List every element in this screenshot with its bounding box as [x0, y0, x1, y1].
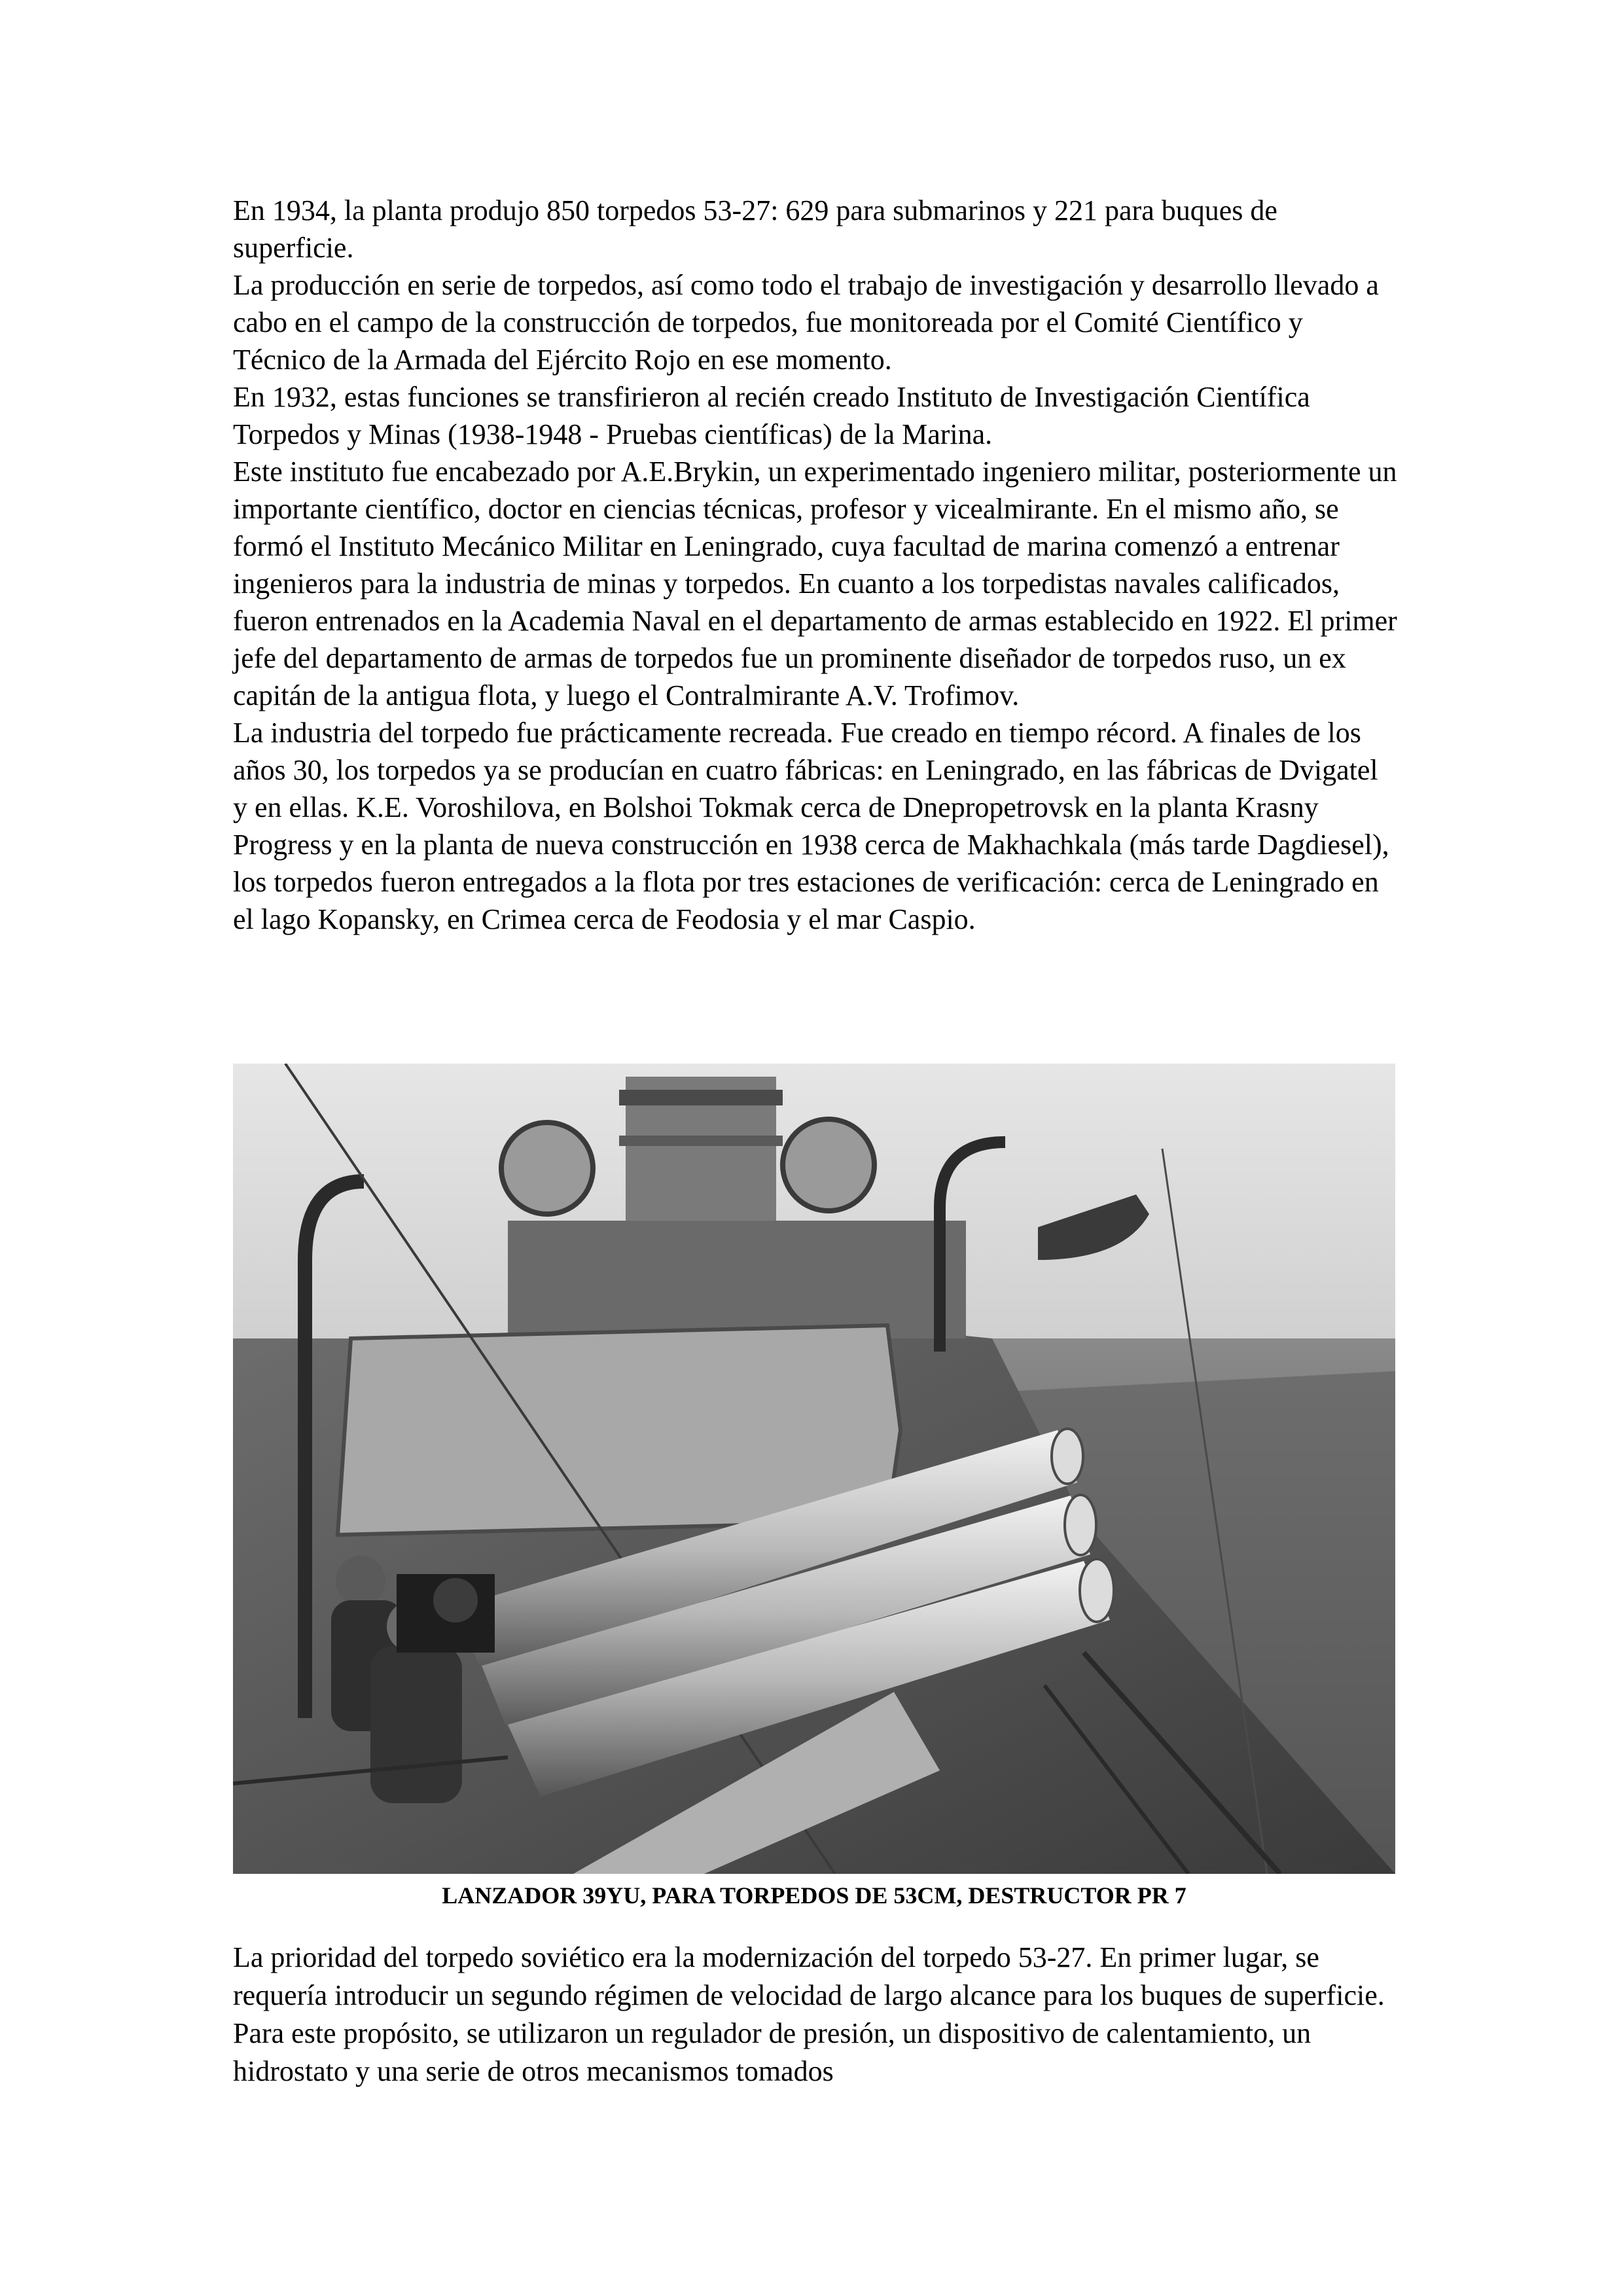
figure-caption: LANZADOR 39YU, PARA TORPEDOS DE 53CM, DESTRUCTOR PR 7 [442, 1882, 1186, 1909]
paragraph-institute-1932: En 1932, estas funciones se transfirieron al recién creado Instituto de Investigación Científica Torpedos y Minas (1938-1948 - Pruebas científicas) de la Marina. [233, 381, 1310, 450]
paragraph-series-production: La producción en serie de torpedos, así como todo el trabajo de investigación y desarrollo llevado a cabo en el campo de la construcción de torpedos, fue monitoreada por el Comité Científico y Técnico de la Armada del Ejército Rojo en ese momento. [233, 269, 1379, 376]
paragraph-torpedo-industry: La industria del torpedo fue prácticamente recreada. Fue creado en tiempo récord. A finales de los años 30, los torpedos ya se producían en cuatro fábricas: en Leningrado, en las fábricas de Dvigatel y en ellas. K.E. Voroshilova, en Bolshoi Tokmak cerca de Dnepropetrovsk en la planta Krasny Progress y en la planta de nueva construcción en 1938 cerca de Makhachkala (más tarde Dagdiesel), los torpedos fueron entregados a la flota por tres estaciones de verificación: cerca de Leningrado en el lago Kopansky, en Crimea cerca de Feodosia y el mar Caspio. [233, 717, 1389, 935]
paragraph-modernization: La prioridad del torpedo soviético era la modernización del torpedo 53-27. En primer lugar, se requería introducir un segundo régimen de velocidad de largo alcance para los buques de superficie. Para este propósito, se utilizaron un regulador de presión, un dispositivo de calentamiento, un hidrostato y una serie de otros mecanismos tomados [233, 1941, 1385, 2087]
paragraph-production-1934: En 1934, la planta produjo 850 torpedos 53-27: 629 para submarinos y 221 para buques de superficie. [233, 194, 1277, 264]
body-text-bottom [233, 1939, 1398, 2090]
paragraph-brykin: Este instituto fue encabezado por A.E.Brykin, un experimentado ingeniero militar, posteriormente un importante científico, doctor en ciencias técnicas, profesor y vicealmirante. En el mismo año, se formó el Instituto Mecánico Militar en Leningrado, cuya facultad de marina comenzó a entrenar ingenieros para la industria de minas y torpedos. En cuanto a los torpedistas navales calificados, fueron entrenados en la Academia Naval en el departamento de armas establecido en 1922. El primer jefe del departamento de armas de torpedos fue un prominente diseñador de torpedos ruso, un ex capitán de la antigua flota, y luego el Contralmirante A.V. Trofimov. [233, 456, 1397, 711]
destroyer-torpedo-launcher-photo [233, 1064, 1395, 1874]
body-text-top [233, 192, 1398, 938]
